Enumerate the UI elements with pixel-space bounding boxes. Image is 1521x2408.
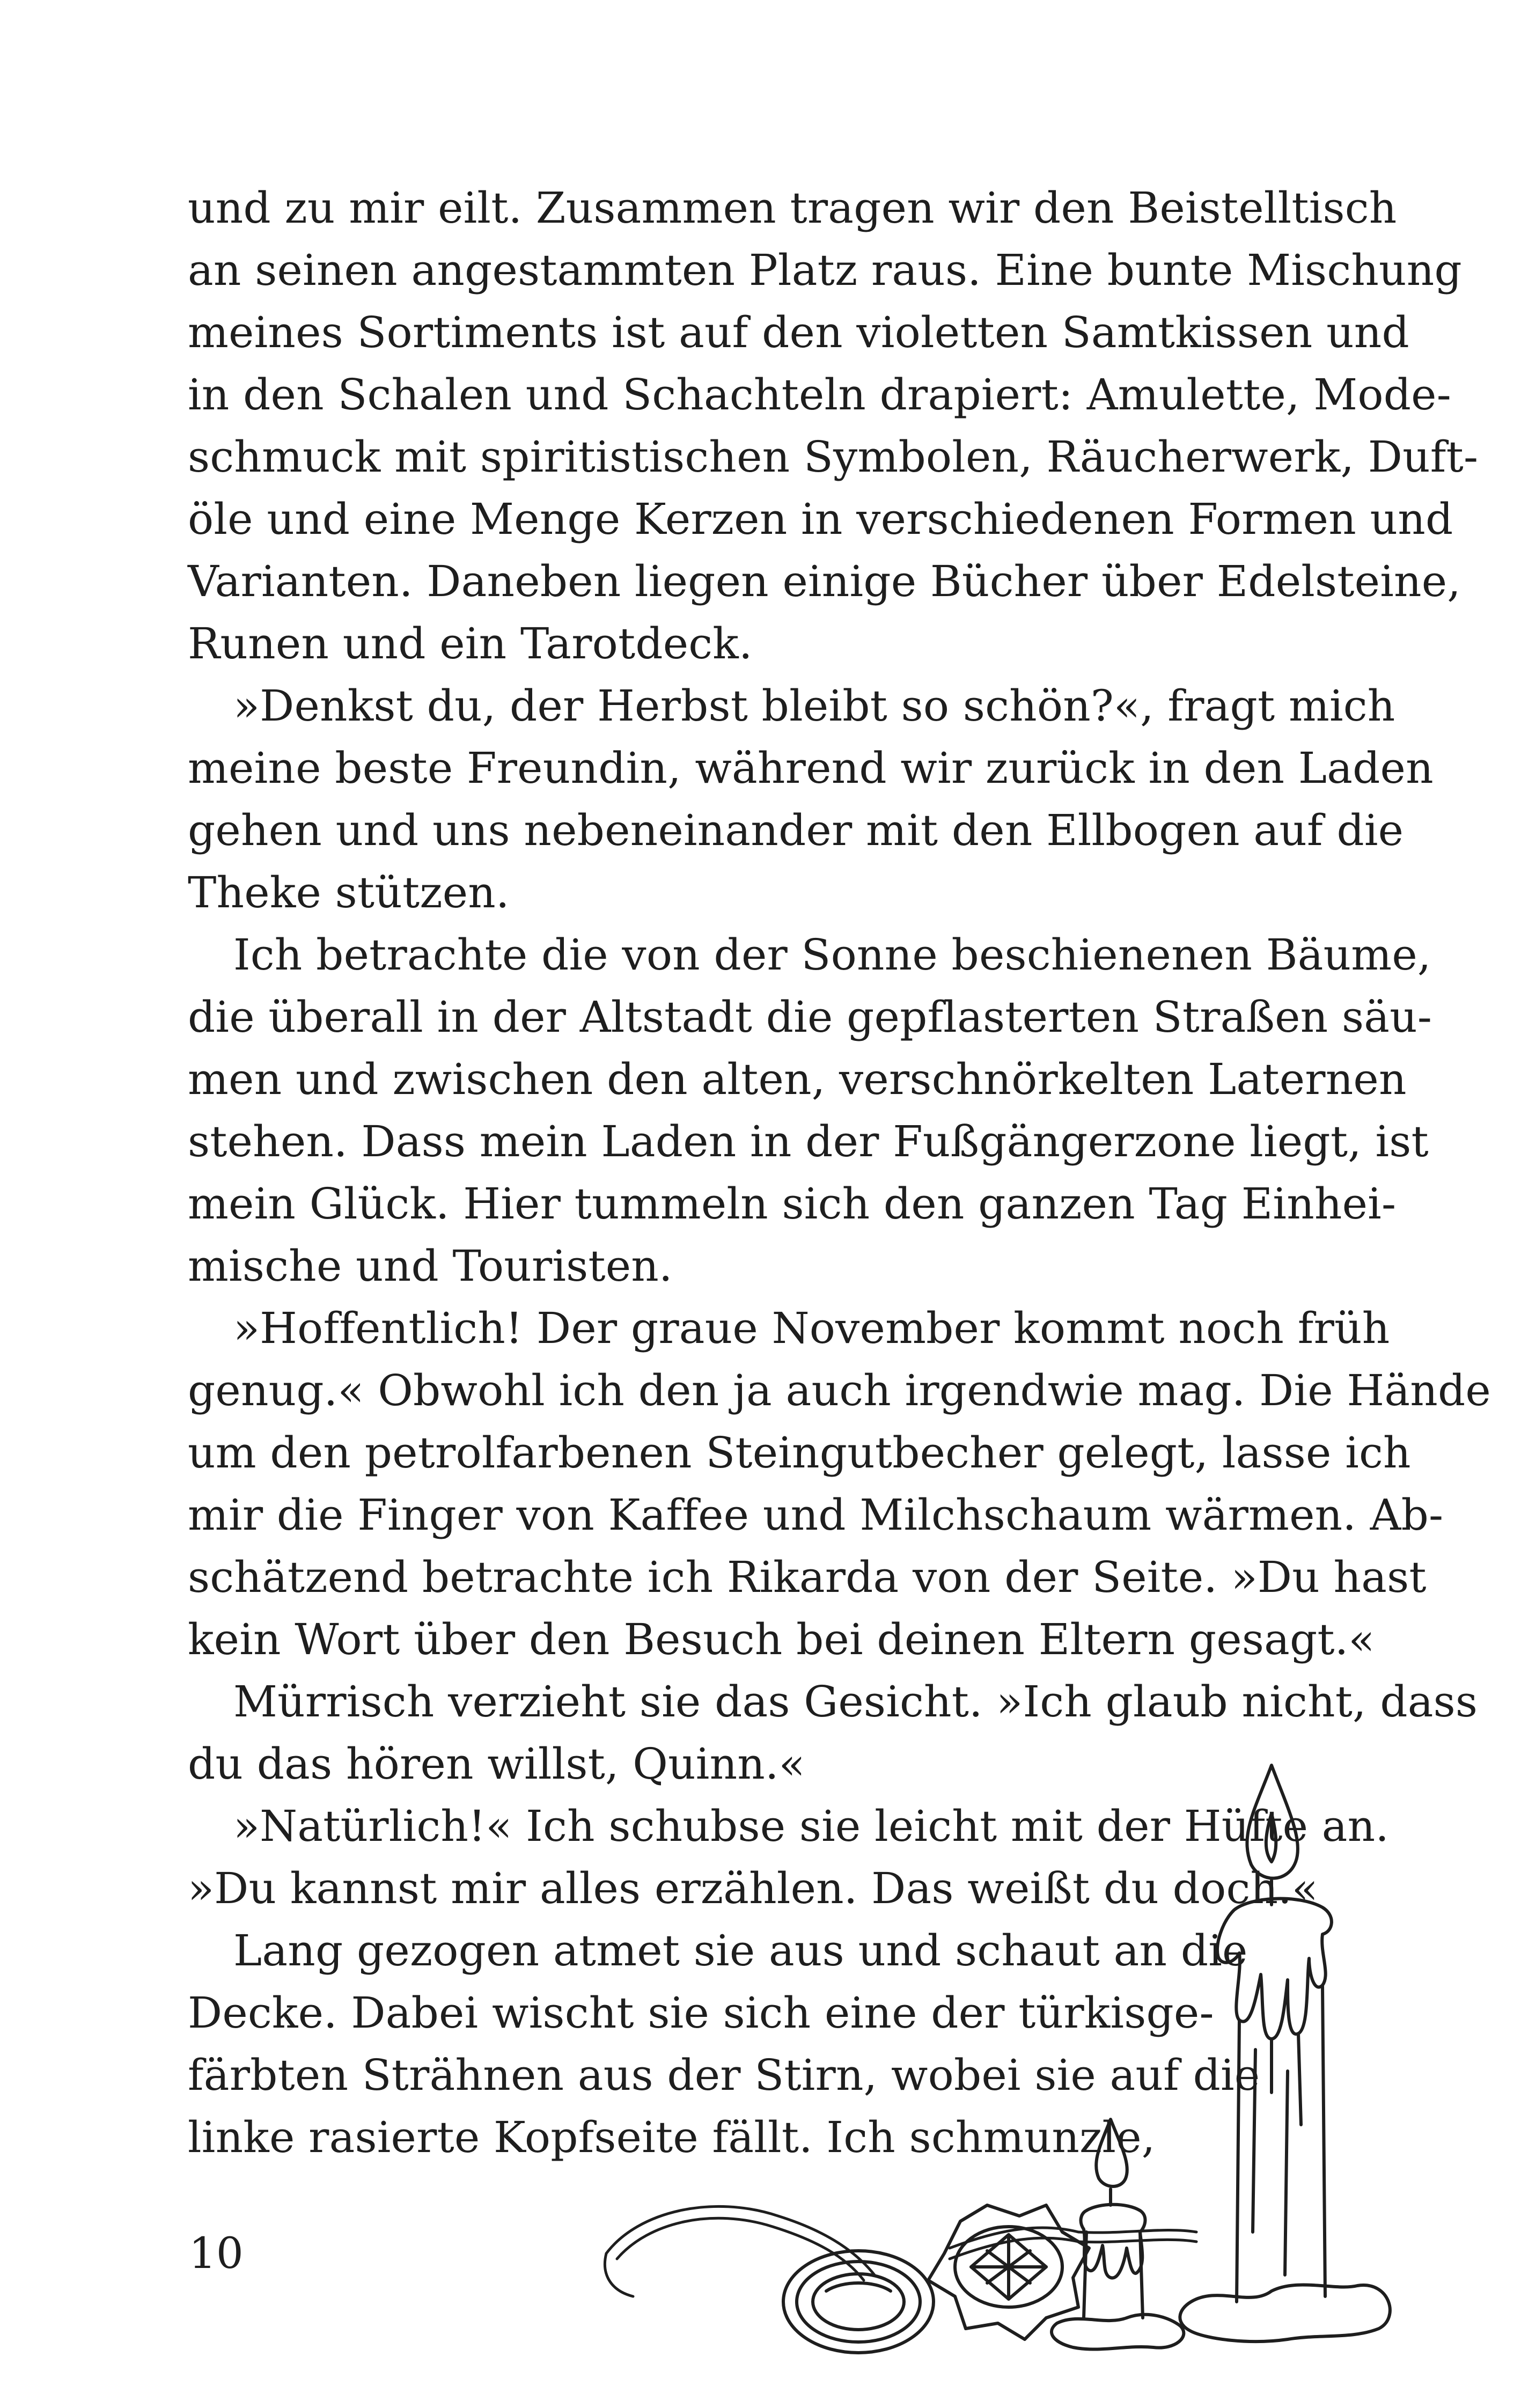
text-line: Mürrisch verzieht sie das Gesicht. »Ich glaub nicht, dass bbox=[233, 1677, 1478, 1727]
text-line: »Hoffentlich! Der graue November kommt noch früh bbox=[233, 1303, 1390, 1353]
text-line: men und zwischen den alten, verschnörkelten Laternen bbox=[188, 1054, 1407, 1104]
text-line: Runen und ein Tarotdeck. bbox=[188, 619, 753, 669]
text-line: Ich betrachte die von der Sonne beschienenen Bäume, bbox=[233, 930, 1431, 980]
text-line: färbten Strähnen aus der Stirn, wobei sie auf die bbox=[188, 2050, 1260, 2100]
text-line: Varianten. Daneben liegen einige Bücher über Edelsteine, bbox=[188, 556, 1461, 606]
text-line: linke rasierte Kopfseite fällt. Ich schmunzle, bbox=[188, 2112, 1156, 2162]
text-line: schätzend betrachte ich Rikarda von der Seite. »Du hast bbox=[188, 1552, 1427, 1602]
page-number: 10 bbox=[189, 2228, 244, 2278]
text-line: kein Wort über den Besuch bei deinen Eltern gesagt.« bbox=[188, 1614, 1375, 1664]
text-line: »Du kannst mir alles erzählen. Das weißt du doch.« bbox=[188, 1863, 1318, 1913]
text-line: die überall in der Altstadt die gepflasterten Straßen säu- bbox=[188, 992, 1432, 1042]
text-line: um den petrolfarbenen Steingutbecher gelegt, lasse ich bbox=[188, 1428, 1411, 1478]
text-line: an seinen angestammten Platz raus. Eine bunte Mischung bbox=[188, 245, 1462, 295]
text-line: mir die Finger von Kaffee und Milchschaum wärmen. Ab- bbox=[188, 1490, 1444, 1540]
text-line: genug.« Obwohl ich den ja auch irgendwie mag. Die Hände bbox=[188, 1365, 1491, 1415]
text-line: stehen. Dass mein Laden in der Fußgängerzone liegt, ist bbox=[188, 1117, 1429, 1166]
text-line: gehen und uns nebeneinander mit den Ellbogen auf die bbox=[188, 805, 1404, 855]
text-line: mische und Touristen. bbox=[188, 1241, 673, 1291]
round-amulet-icon bbox=[783, 2251, 934, 2353]
text-line: Theke stützen. bbox=[188, 868, 510, 917]
text-line: Decke. Dabei wischt sie sich eine der türkisge- bbox=[188, 1988, 1214, 2038]
chain-icon bbox=[605, 2206, 1196, 2296]
small-candle-icon bbox=[1052, 2119, 1184, 2350]
text-line: in den Schalen und Schachteln drapiert: Amulette, Mode- bbox=[188, 370, 1451, 420]
text-line: und zu mir eilt. Zusammen tragen wir den Beistelltisch bbox=[188, 183, 1397, 233]
text-line: öle und eine Menge Kerzen in verschiedenen Formen und bbox=[188, 494, 1453, 544]
text-line: schmuck mit spiritistischen Symbolen, Räucherwerk, Duft- bbox=[188, 432, 1479, 482]
large-candle-icon bbox=[1180, 1765, 1390, 2341]
text-line: meine beste Freundin, während wir zurück in den Laden bbox=[188, 743, 1434, 793]
text-line: »Denkst du, der Herbst bleibt so schön?«, fragt mich bbox=[233, 681, 1395, 731]
text-line: du das hören willst, Quinn.« bbox=[188, 1739, 805, 1789]
candles-and-amulets-illustration bbox=[574, 1749, 1411, 2377]
text-line: Lang gezogen atmet sie aus und schaut an die bbox=[233, 1926, 1248, 1976]
text-line: »Natürlich!« Ich schubse sie leicht mit der Hüfte an. bbox=[233, 1801, 1390, 1851]
text-line: mein Glück. Hier tummeln sich den ganzen Tag Einhei- bbox=[188, 1179, 1397, 1229]
text-line: meines Sortiments ist auf den violetten Samtkissen und bbox=[188, 307, 1409, 357]
